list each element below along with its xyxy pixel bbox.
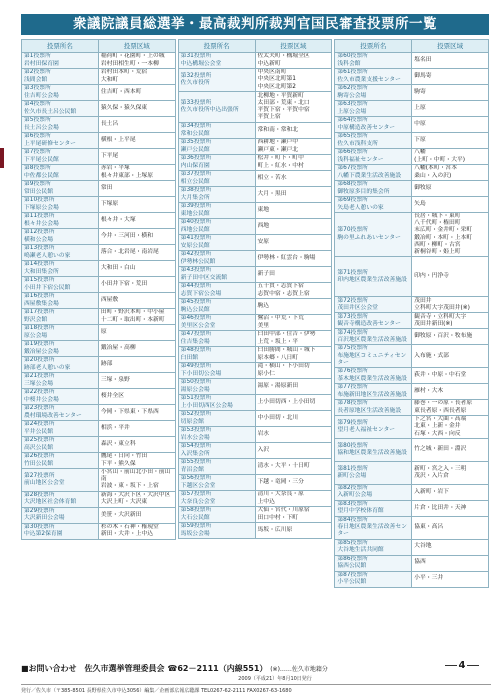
page-number xyxy=(433,660,491,672)
station-name: 第4投票所 佐久市長土呂公民館 xyxy=(22,101,99,117)
list-column-2 xyxy=(178,39,333,588)
station-area: 長居・城下・東町 八千代町・権田町 末広町・金井町・栄町 鍛冶町・本町・上本町 西町・柳町・古宮 新桐谷町・姫上町 xyxy=(412,213,489,257)
table-row xyxy=(335,571,489,587)
station-name: 第67投票所 八幡下農業生活改善施設 xyxy=(335,165,412,181)
table-row xyxy=(178,443,332,459)
station-name: 第62投票所 駒寄公会場 xyxy=(335,85,412,101)
station-name: 第39投票所 東地公民館 xyxy=(178,203,255,219)
station-name: 第70投票所 駒の里ふれあいセンター xyxy=(335,213,412,257)
table-row xyxy=(22,149,176,165)
station-name: 第38投票所 大月集会所 xyxy=(178,187,255,203)
station-name: 第46投票所 美里区公会堂 xyxy=(178,315,255,331)
station-area: 下原 xyxy=(412,133,489,149)
station-area: 入沢 xyxy=(255,443,332,459)
station-name: 第25投票所 高沢公民館 xyxy=(22,437,99,453)
station-area: 駒寄 xyxy=(412,85,489,101)
station-name: 第84投票所 春日地区農業生活改善センター xyxy=(335,516,412,539)
station-area: 今岡・下県東・下県西 xyxy=(98,405,175,421)
station-area: 鍛冶屋・高柳 xyxy=(98,341,175,357)
station-name: 第68投票所 御牧原多目的集会所 xyxy=(335,181,412,197)
station-name: 第34投票所 常和公民館 xyxy=(178,123,255,139)
station-name: 第74投票所 百沢地区農業生活改善施設 xyxy=(335,329,412,345)
page-rule-left xyxy=(445,665,457,666)
station-area: 住吉町・西本町 xyxy=(98,85,175,101)
station-name: 第49投票所 下小田切公会場 xyxy=(178,363,255,379)
table-row xyxy=(335,69,489,85)
station-area: 湯原・湯原新田 xyxy=(255,379,332,395)
header-area: 投票区域 xyxy=(255,40,332,53)
table-row xyxy=(22,85,176,101)
station-name: 第71投票所 印内地区農業生活改善施設 xyxy=(335,257,412,297)
station-name: 第64投票所 中原構造改善センター xyxy=(335,117,412,133)
station-area: 赤岩・平塚 根々井東部・上塚原 xyxy=(98,165,175,181)
station-area: 田町・野沢本町・中小屋 十二町・取出町・本新町 xyxy=(98,309,175,325)
station-area: 入布施・式部 xyxy=(412,345,489,368)
table-row xyxy=(335,384,489,400)
table-row xyxy=(335,400,489,416)
station-area: 藤巻・一の原・長者原 東長者原・西長者原 xyxy=(412,400,489,416)
station-name: 第54投票所 入沢集会所 xyxy=(178,443,255,459)
station-name: 第76投票所 茶木地区農業生活改善施設 xyxy=(335,368,412,384)
contact-info xyxy=(21,663,441,674)
station-area: 小宮山・前山北小田・前山南 岩波・東・坂下・上宿 xyxy=(98,469,175,492)
table-row xyxy=(22,491,176,507)
header-place: 投票所名 xyxy=(22,40,99,53)
station-name: 第53投票所 岩水公会場 xyxy=(178,427,255,443)
station-area: 新海・大沢下区・大沢中区 大沢上町・大沢東 xyxy=(98,491,175,507)
station-name: 第30投票所 中込第2保育園 xyxy=(22,523,99,539)
station-name: 第5投票所 長土呂公会場 xyxy=(22,117,99,133)
station-name: 第51投票所 上小田切西区公会場 xyxy=(178,395,255,411)
table-row xyxy=(22,507,176,523)
table-row xyxy=(178,299,332,315)
station-area: 相浜・平井 xyxy=(98,421,175,437)
table-row xyxy=(178,459,332,475)
station-area: 鷹尾・日向・竹田 下平・熊久保 xyxy=(98,453,175,469)
station-name: 第8投票所 中佐都公民館 xyxy=(22,165,99,181)
station-area: 入新町・岩下 xyxy=(412,484,489,500)
station-area: 観音寺・立科町大字 茂田井新田(※) xyxy=(412,313,489,329)
table-row xyxy=(335,181,489,197)
station-name: 第57投票所 大奈良公会堂 xyxy=(178,491,255,507)
station-area: 長土呂 xyxy=(98,117,175,133)
station-area: 中小田切・北川 xyxy=(255,411,332,427)
station-area: 御牧原・百沢・牧布施 xyxy=(412,329,489,345)
station-name: 第28投票所 大沢地区社会体育館 xyxy=(22,491,99,507)
station-area: 西屋敷 xyxy=(98,293,175,309)
station-name: 第41投票所 安原公民館 xyxy=(178,235,255,251)
station-name: 第72投票所 茂田井区公会堂 xyxy=(335,297,412,313)
table-row xyxy=(178,123,332,139)
table-row xyxy=(335,213,489,257)
table-row xyxy=(22,469,176,492)
table-row xyxy=(335,53,489,69)
station-name: 第45投票所 駒込公民館 xyxy=(178,299,255,315)
station-name: 第32投票所 佐久市役所 xyxy=(178,69,255,92)
station-name: 第19投票所 鍛冶屋公会場 xyxy=(22,341,99,357)
station-area: 清水・大平・十日町 xyxy=(255,459,332,475)
table-row xyxy=(335,484,489,500)
station-area: 雁村・大木 xyxy=(412,384,489,400)
table-row xyxy=(22,53,176,69)
table-row xyxy=(22,213,176,229)
table-row xyxy=(178,347,332,363)
station-name: 第12投票所 横和公会場 xyxy=(22,229,99,245)
header-place: 投票所名 xyxy=(335,40,412,53)
station-area: 小平・三井 xyxy=(412,571,489,587)
side-marker xyxy=(0,148,4,168)
contact-label: ■お問い合わせ 佐久市選挙管理委員会 xyxy=(21,664,165,673)
header-area: 投票区域 xyxy=(98,40,175,53)
station-area: 岩水 xyxy=(255,427,332,443)
table-row xyxy=(335,149,489,165)
station-name: 第10投票所 下塚原公会場 xyxy=(22,197,99,213)
station-area: 下之宮・大曲・高端 北東・上新・金井 石塚・大西・向反 xyxy=(412,416,489,439)
station-name: 第7投票所 下平尾公民館 xyxy=(22,149,99,165)
table-row xyxy=(22,245,176,261)
station-area: 矢島 xyxy=(412,197,489,213)
table-row xyxy=(335,197,489,213)
table-row xyxy=(178,139,332,155)
station-name: 第85投票所 大谷地生活共同館 xyxy=(335,539,412,555)
table-row xyxy=(22,181,176,197)
station-area: 上小田切西・上小田切 xyxy=(255,395,332,411)
table-row xyxy=(22,69,176,85)
station-area: 片倉・比田井・天神 xyxy=(412,500,489,516)
station-table-2 xyxy=(178,39,333,539)
station-table-1 xyxy=(21,39,176,540)
table-row xyxy=(22,341,176,357)
table-row xyxy=(335,461,489,484)
table-row xyxy=(22,373,176,389)
station-name: 第9投票所 常田公民館 xyxy=(22,181,99,197)
table-row xyxy=(22,261,176,277)
station-area: 協西 xyxy=(412,555,489,571)
station-name: 第75投票所 布施地区コミュニティセンター xyxy=(335,345,412,368)
table-row xyxy=(178,379,332,395)
station-name: 第73投票所 観音寺構造改善センター xyxy=(335,313,412,329)
table-row xyxy=(178,235,332,251)
station-area: 今井・三河田・横和 xyxy=(98,229,175,245)
station-name: 第15投票所 小田井下宿公民館 xyxy=(22,277,99,293)
table-row xyxy=(178,363,332,379)
station-area: 大月・黒田 xyxy=(255,187,332,203)
station-area: 御牧原 xyxy=(412,181,489,197)
table-row xyxy=(335,313,489,329)
station-area: 五十貫・志賀下宿 志賀中宿・志賀上宿 xyxy=(255,283,332,299)
table-row xyxy=(178,283,332,299)
table-row xyxy=(335,345,489,368)
table-row xyxy=(178,92,332,123)
station-name: 第81投票所 新町公会場 xyxy=(335,461,412,484)
station-area: 新町・宮之入・三明 茂沢・入片倉 xyxy=(412,461,489,484)
station-area: 落合・北岩尾・南岩尾 xyxy=(98,245,175,261)
station-area: 東地 xyxy=(255,203,332,219)
table-row xyxy=(178,523,332,539)
table-row xyxy=(178,251,332,267)
station-name: 第65投票所 佐久市浅科支所 xyxy=(335,133,412,149)
station-name: 第23投票所 農村環境改善センター xyxy=(22,405,99,421)
table-row xyxy=(178,187,332,203)
station-area: 小田井下宿・荒田 xyxy=(98,277,175,293)
table-row xyxy=(178,171,332,187)
station-area: 上原 xyxy=(412,101,489,117)
table-row xyxy=(178,267,332,283)
station-name: 第20投票所 跡部老人憩いの家 xyxy=(22,357,99,373)
station-name: 第66投票所 浅科福祉センター xyxy=(335,149,412,165)
table-body xyxy=(178,53,332,539)
table-row xyxy=(178,203,332,219)
station-name: 第35投票所 瀬戸公民館 xyxy=(178,139,255,155)
station-name: 第50投票所 湯原公会場 xyxy=(178,379,255,395)
station-area: 馬坂・広川原 xyxy=(255,523,332,539)
station-area: 西地 xyxy=(255,219,332,235)
table-row xyxy=(178,507,332,523)
publisher-footer: 発行／佐久市（〒385-8501 長野県佐久市中込3056）編集／企画部広報広聴課 TEL0267-62-2111 FAX0267-63-1680 xyxy=(21,684,491,694)
station-name: 第40投票所 西地公民館 xyxy=(178,219,255,235)
station-area: 御馬寄 xyxy=(412,69,489,85)
table-row xyxy=(178,395,332,411)
station-area: 根々井・大塚 xyxy=(98,213,175,229)
station-name: 第79投票所 望月老人福祉センター xyxy=(335,416,412,439)
station-name: 第22投票所 中桜井公会場 xyxy=(22,389,99,405)
polling-station-list xyxy=(21,39,489,588)
station-name: 第86投票所 協西公民館 xyxy=(335,555,412,571)
station-name: 第16投票所 西屋敷集会場 xyxy=(22,293,99,309)
table-row xyxy=(335,438,489,461)
station-area: 荻井・中原・中石堂 xyxy=(412,368,489,384)
station-area: 中原 xyxy=(412,117,489,133)
station-area: 大谷地 xyxy=(412,539,489,555)
station-name: 第87投票所 小平公民館 xyxy=(335,571,412,587)
station-area: 清川・大奈良・原 上中込 xyxy=(255,491,332,507)
table-row xyxy=(22,421,176,437)
table-row xyxy=(22,133,176,149)
station-area: 跡部 xyxy=(98,357,175,373)
station-name: 第6投票所 上平尾研修センター xyxy=(22,133,99,149)
station-area: 協東・高呂 xyxy=(412,516,489,539)
station-name: 第78投票所 長者原地区生活改善施設 xyxy=(335,400,412,416)
table-row xyxy=(178,53,332,69)
table-row xyxy=(22,437,176,453)
station-name: 第33投票所 佐久市役所中込出張所 xyxy=(178,92,255,123)
station-name: 第59投票所 馬坂公会場 xyxy=(178,523,255,539)
table-row xyxy=(22,523,176,539)
table-row xyxy=(178,155,332,171)
station-name: 第47投票所 住吉集会場 xyxy=(178,331,255,347)
station-area: 相立・苦水 xyxy=(255,171,332,187)
table-row xyxy=(22,405,176,421)
station-area: 中央区南町 中央区北町第1 中央区北町第2 xyxy=(255,69,332,92)
station-area: 松井・町下・町中 町上・紅水・中村 xyxy=(255,155,332,171)
station-area: 下平尾 xyxy=(98,149,175,165)
table-row xyxy=(335,85,489,101)
table-row xyxy=(335,368,489,384)
table-row xyxy=(22,101,176,117)
station-name: 第82投票所 入新町公会場 xyxy=(335,484,412,500)
station-area: 印内・円浄寺 xyxy=(412,257,489,297)
station-name: 第61投票所 佐久市農業支援センター xyxy=(335,69,412,85)
station-name: 第29投票所 大沢新田公会場 xyxy=(22,507,99,523)
station-name: 第43投票所 新子田中区交流館 xyxy=(178,267,255,283)
station-name: 第36投票所 内山保育園 xyxy=(178,155,255,171)
station-area: 原 xyxy=(98,325,175,341)
station-area: 臼田中部・住吉・伊勢 上荒・坂上・平 xyxy=(255,331,332,347)
station-area: 常和南・常和北 xyxy=(255,123,332,139)
contact-phone: ☎62－2111（内線551） xyxy=(167,664,268,673)
list-column-1 xyxy=(21,39,176,588)
table-row xyxy=(335,539,489,555)
station-name: 第37投票所 相立公民館 xyxy=(178,171,255,187)
table-row xyxy=(178,69,332,92)
table-row xyxy=(22,453,176,469)
station-name: 第42投票所 伊勢林公民館 xyxy=(178,251,255,267)
station-area: 塩名田 xyxy=(412,53,489,69)
table-row xyxy=(335,416,489,439)
table-row xyxy=(335,257,489,297)
table-row xyxy=(335,165,489,181)
station-area: 森沢・東立科 xyxy=(98,437,175,453)
station-name: 第2投票所 浅間会館 xyxy=(22,69,99,85)
table-row xyxy=(22,293,176,309)
station-area: 下塚原 xyxy=(98,197,175,213)
station-area: 北柳地・平賀新町 太田部・荒東・北口 平賀下宿・平賀中宿 平賀上宿 xyxy=(255,92,332,123)
table-row xyxy=(178,411,332,427)
station-area: 安原 xyxy=(255,235,332,251)
station-area: 大仙・宮代・川原宿 田口中村・下町 xyxy=(255,507,332,523)
station-name: 第44投票所 志賀下宿公会場 xyxy=(178,283,255,299)
station-name: 第48投票所 臼田館 xyxy=(178,347,255,363)
station-area: 駒込 xyxy=(255,299,332,315)
station-name: 第60投票所 浅科会館 xyxy=(335,53,412,69)
table-row xyxy=(335,329,489,345)
station-name: 第63投票所 上原公会場 xyxy=(335,101,412,117)
station-area: 伊勢林・紅雲台・駒場 xyxy=(255,251,332,267)
table-row xyxy=(335,101,489,117)
header-place: 投票所名 xyxy=(178,40,255,53)
table-row xyxy=(335,133,489,149)
station-area: 八幡 (上町・中町・大平) xyxy=(412,149,489,165)
station-name: 第52投票所 切原会館 xyxy=(178,411,255,427)
station-name: 第55投票所 青沼会館 xyxy=(178,459,255,475)
page-rule-right xyxy=(467,665,479,666)
station-name: 第83投票所 望月中学校体育館 xyxy=(335,500,412,516)
station-area: 岩村田本町・荒宿 大和町 xyxy=(98,69,175,85)
station-area: 稲荷町・花園町・上の城 岩村田相生町・一本柳 xyxy=(98,53,175,69)
table-row xyxy=(22,389,176,405)
table-body xyxy=(22,53,176,540)
station-name: 第69投票所 矢島老人憩いの家 xyxy=(335,197,412,213)
station-area: 佐太夫町・構堀全区 中込新町 xyxy=(255,53,332,69)
station-name: 第1投票所 岩村田保育園 xyxy=(22,53,99,69)
station-area: 三塚・泉野 xyxy=(98,373,175,389)
table-row xyxy=(335,297,489,313)
station-name: 第58投票所 大石公民館 xyxy=(178,507,255,523)
table-row xyxy=(178,427,332,443)
table-row xyxy=(335,516,489,539)
station-name: 第77投票所 布施新田地区生活改善施設 xyxy=(335,384,412,400)
station-name: 第31投票所 中込構堀公会堂 xyxy=(178,53,255,69)
station-name: 第11投票所 根々井公会場 xyxy=(22,213,99,229)
station-area: 新子田 xyxy=(255,267,332,283)
station-name: 第80投票所 協和地区農業生活改善施設 xyxy=(335,438,412,461)
table-row xyxy=(22,197,176,213)
station-name: 第27投票所 前山地区公会堂 xyxy=(22,469,99,492)
station-name: 第56投票所 下越区公会堂 xyxy=(178,475,255,491)
issue-date: 2009（平成21）年8月10日発行 xyxy=(238,676,312,682)
table-row xyxy=(22,325,176,341)
list-column-3 xyxy=(334,39,489,588)
station-area: 大和田・白山 xyxy=(98,261,175,277)
station-name: 第13投票所 鳴瀬老人憩いの家 xyxy=(22,245,99,261)
station-name: 第18投票所 原公会場 xyxy=(22,325,99,341)
station-area: 茂田井 立科町大字茂田井(※) xyxy=(412,297,489,313)
station-area: 鷺沼・中荒・下荒 美里 xyxy=(255,315,332,331)
station-area: 西耕地・瀬戸中 瀬戸東・瀬戸北 xyxy=(255,139,332,155)
table-row xyxy=(335,555,489,571)
station-name: 第14投票所 大和田集会所 xyxy=(22,261,99,277)
table-row xyxy=(178,331,332,347)
station-area: 下越・竜岡・三分 xyxy=(255,475,332,491)
table-row xyxy=(22,309,176,325)
station-name: 第26投票所 竹田公民館 xyxy=(22,453,99,469)
station-area: 滝・横山・下小田切 原小仁 xyxy=(255,363,332,379)
station-area: 美笹・大沢新田 xyxy=(98,507,175,523)
table-row xyxy=(335,117,489,133)
page-number-text: 4 xyxy=(458,660,466,671)
station-area: 横根・上平尾 xyxy=(98,133,175,149)
station-area: 八幡(本町・宮本 桑山・入の沢) xyxy=(412,165,489,181)
station-area: 常田 xyxy=(98,181,175,197)
table-row xyxy=(178,315,332,331)
page-title: 衆議院議員総選挙・最高裁判所裁判官国民審査投票所一覧 xyxy=(21,14,489,35)
station-name: 第21投票所 三塚公会場 xyxy=(22,373,99,389)
station-area: 桜井全区 xyxy=(98,389,175,405)
table-row xyxy=(22,165,176,181)
table-row xyxy=(22,117,176,133)
table-row xyxy=(178,475,332,491)
station-area: 猿久保・猿久保東 xyxy=(98,101,175,117)
station-name: 第3投票所 住吉町公会場 xyxy=(22,85,99,101)
table-row xyxy=(22,229,176,245)
station-name: 第17投票所 野沢会館 xyxy=(22,309,99,325)
table-row xyxy=(22,277,176,293)
station-area: 竹之城・新田・淵沢 xyxy=(412,438,489,461)
header-area: 投票区域 xyxy=(412,40,489,53)
station-name: 第24投票所 平井公民館 xyxy=(22,421,99,437)
station-area: 臼田勝間・城山・城下 原本郷・八日町 xyxy=(255,347,332,363)
station-area: 杉の木・石神・権現堂 新田・大井・上中込 xyxy=(98,523,175,539)
station-table-3 xyxy=(334,39,489,588)
table-row xyxy=(178,491,332,507)
table-body xyxy=(335,53,489,588)
table-row xyxy=(178,219,332,235)
table-row xyxy=(335,500,489,516)
contact-note: (※)……佐久市地籍分 xyxy=(270,666,328,673)
table-row xyxy=(22,357,176,373)
